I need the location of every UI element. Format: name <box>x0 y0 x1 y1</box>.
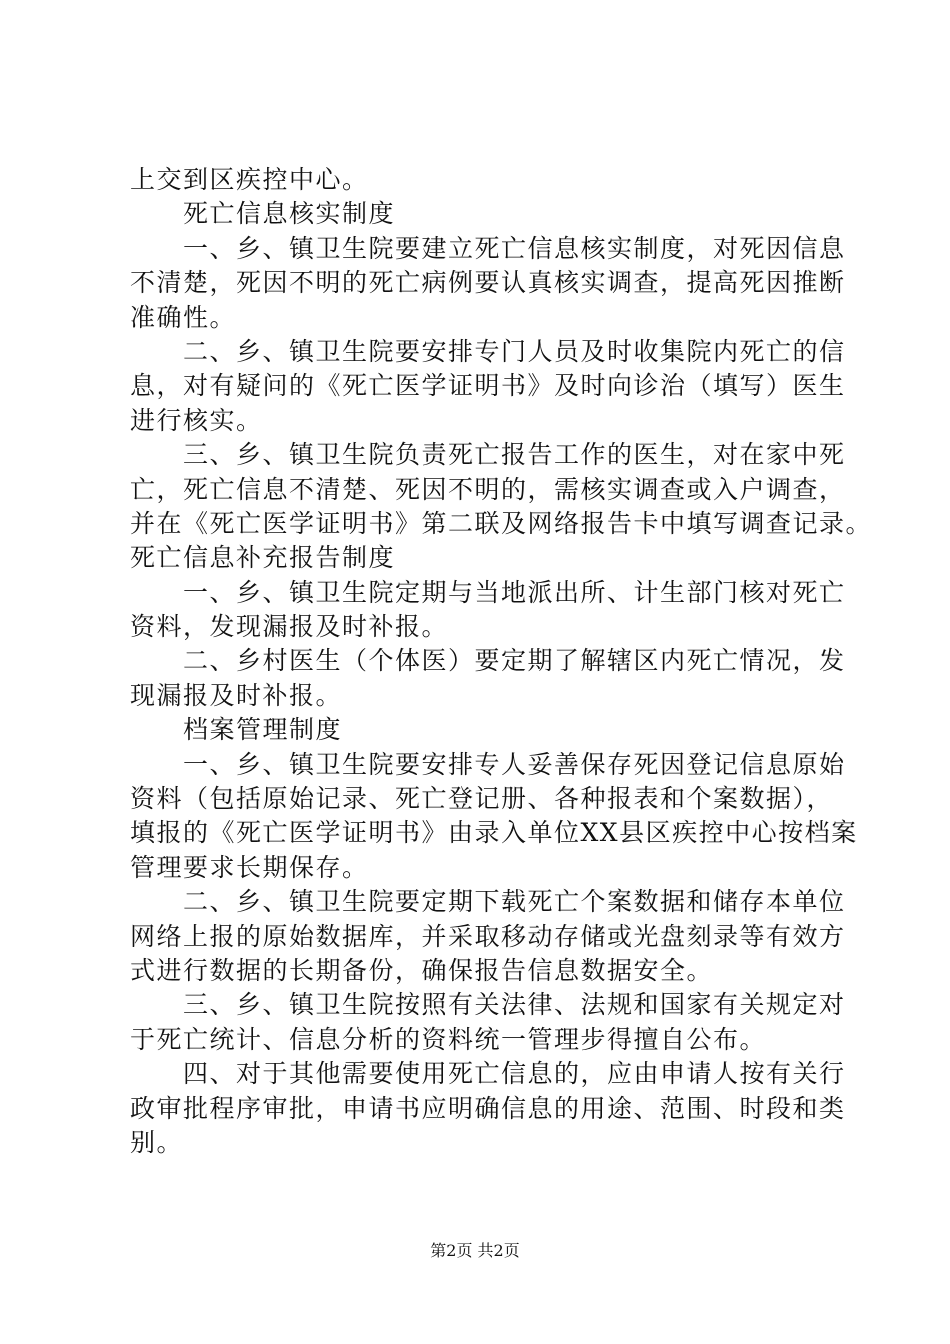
text-line: 并在《死亡医学证明书》第二联及网络报告卡中填写调查记录。 <box>130 508 873 538</box>
text-line: 管理要求长期保存。 <box>130 852 369 882</box>
text-line: 息，对有疑问的《死亡医学证明书》及时向诊治（填写）医生 <box>130 371 846 401</box>
text-line: 网络上报的原始数据库，并采取移动存储或光盘刻录等有效方 <box>130 921 846 951</box>
text-line: 二、乡、镇卫生院要定期下载死亡个案数据和储存本单位 <box>130 887 846 917</box>
text-line: 于死亡统计、信息分析的资料统一管理步得擅自公布。 <box>130 1024 767 1054</box>
text-line: 一、乡、镇卫生院要安排专人妥善保存死因登记信息原始 <box>130 749 846 779</box>
document-body <box>130 163 873 1160</box>
text-line: 资料（包括原始记录、死亡登记册、各种报表和个案数据）， <box>130 784 834 814</box>
text-line: 不清楚，死因不明的死亡病例要认真核实调查，提高死因推断 <box>130 268 846 298</box>
text-line: 一、乡、镇卫生院要建立死亡信息核实制度，对死因信息 <box>130 233 846 263</box>
section-heading: 死亡信息补充报告制度 <box>130 543 396 573</box>
text-line: 现漏报及时补报。 <box>130 680 343 710</box>
text-line: 一、乡、镇卫生院定期与当地派出所、计生部门核对死亡 <box>130 577 846 607</box>
text-line: 二、乡村医生（个体医）要定期了解辖区内死亡情况，发 <box>130 646 846 676</box>
section-heading: 死亡信息核实制度 <box>130 199 396 229</box>
text-line: 别。 <box>130 1127 184 1157</box>
text-line: 三、乡、镇卫生院负责死亡报告工作的医生，对在家中死 <box>130 440 846 470</box>
text-line: 准确性。 <box>130 302 237 332</box>
text-line: 二、乡、镇卫生院要安排专门人员及时收集院内死亡的信 <box>130 336 846 366</box>
text-line: 上交到区疾控中心。 <box>130 165 369 194</box>
text-line: 四、对于其他需要使用死亡信息的，应由申请人按有关行 <box>130 1059 846 1089</box>
section-heading: 档案管理制度 <box>130 715 343 745</box>
page-number-footer: 第2页 共2页 <box>430 1241 520 1260</box>
text-line: 资料，发现漏报及时补报。 <box>130 612 449 642</box>
text-line: 填报的《死亡医学证明书》由录入单位XX县区疾控中心按档案 <box>130 818 858 848</box>
text-line: 三、乡、镇卫生院按照有关法律、法规和国家有关规定对 <box>130 990 846 1020</box>
text-line: 政审批程序审批，申请书应明确信息的用途、范围、时段和类 <box>130 1093 846 1123</box>
text-line: 式进行数据的长期备份，确保报告信息数据安全。 <box>130 955 714 985</box>
text-line: 进行核实。 <box>130 405 263 435</box>
text-line: 亡，死亡信息不清楚、死因不明的，需核实调查或入户调查， <box>130 474 846 504</box>
